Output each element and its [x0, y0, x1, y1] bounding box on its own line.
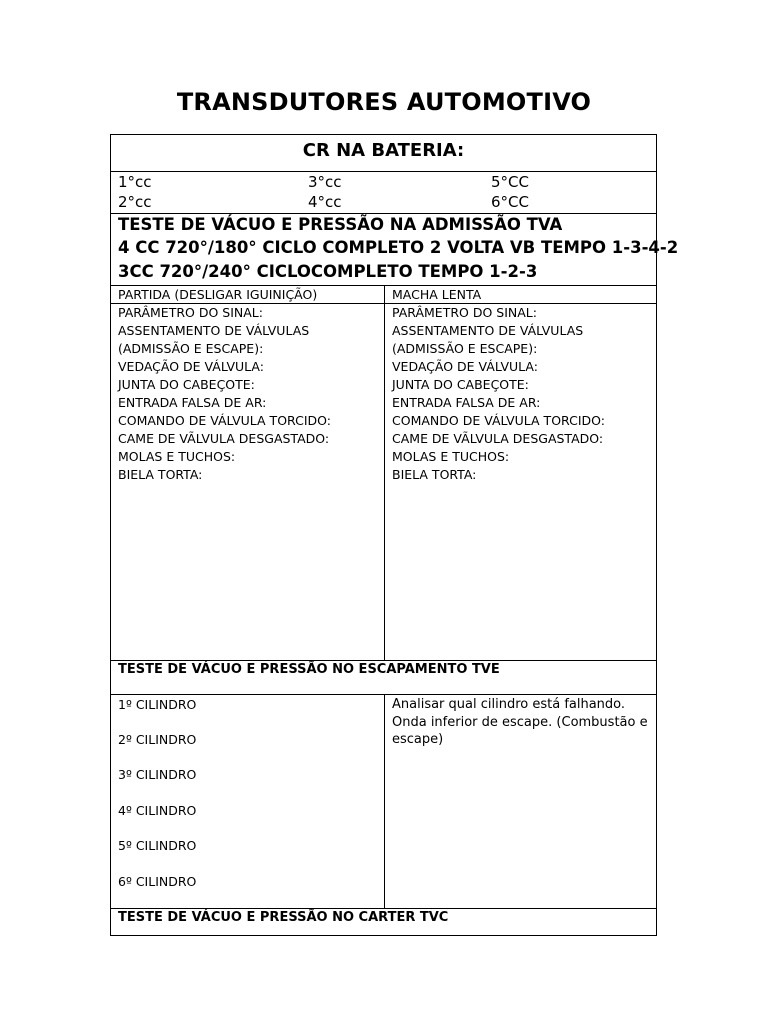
list-item: 2º CILINDRO [118, 732, 197, 747]
list-item: 5º CILINDRO [118, 838, 197, 853]
list-item: 1º CILINDRO [118, 697, 197, 712]
list-item: VEDAÇÃO DE VÁLVULA: [118, 359, 264, 374]
list-item: CAME DE VÃLVULA DESGASTADO: [392, 431, 604, 446]
list-item: ASSENTAMENTO DE VÁLVULAS [118, 323, 310, 338]
battery-cylinder-4: 4°cc [308, 193, 342, 211]
list-item: BIELA TORTA: [118, 467, 203, 482]
battery-cylinder-5: 5°CC [491, 173, 529, 191]
exhaust-cylinders-row [111, 695, 656, 909]
list-item: MOLAS E TUCHOS: [118, 449, 236, 464]
battery-cylinder-2: 2°cc [118, 193, 152, 211]
intake-columns-header-row [111, 286, 656, 304]
start-header-cell [111, 286, 384, 303]
intake-test-3cc: 3CC 720°/240° CICLOCOMPLETO TEMPO 1-2-3 [118, 262, 538, 281]
list-item: ENTRADA FALSA DE AR: [392, 395, 541, 410]
list-item: COMANDO DE VÁLVULA TORCIDO: [392, 413, 605, 428]
list-item: COMANDO DE VÁLVULA TORCIDO: [118, 413, 331, 428]
list-item: MOLAS E TUCHOS: [392, 449, 510, 464]
list-item: 4º CILINDRO [118, 803, 197, 818]
intake-test-heading: TESTE DE VÁCUO E PRESSÃO NA ADMISSÃO TVA [118, 215, 563, 234]
idle-header: MACHA LENTA [392, 287, 482, 302]
crankcase-test-heading: TESTE DE VÁCUO E PRESSÃO NO CARTER TVC [118, 910, 449, 925]
list-item: ASSENTAMENTO DE VÁLVULAS [392, 323, 584, 338]
start-parameters-cell [111, 304, 384, 660]
list-item: CAME DE VÃLVULA DESGASTADO: [118, 431, 330, 446]
intake-test-4cc: 4 CC 720°/180° CICLO COMPLETO 2 VOLTA VB TEMPO 1-3-4-2 [118, 238, 679, 257]
intake-test-row [111, 214, 679, 286]
exhaust-test-heading: TESTE DE VÁCUO E PRESSÃO NO ESCAPAMENTO TVE [118, 662, 500, 677]
battery-cylinder-6: 6°CC [491, 193, 529, 211]
battery-row [111, 135, 656, 172]
exhaust-note-cell [384, 695, 656, 908]
list-item: VEDAÇÃO DE VÁLVULA: [392, 359, 538, 374]
list-item: JUNTA DO CABEÇOTE: [392, 377, 529, 392]
exhaust-cylinders-cell [111, 695, 384, 908]
list-item: BIELA TORTA: [392, 467, 477, 482]
list-item: JUNTA DO CABEÇOTE: [118, 377, 255, 392]
transducer-form-table [110, 134, 679, 936]
exhaust-note: Analisar qual cilindro está falhando. Onda inferior de escape. (Combustão e escape) [392, 697, 648, 747]
crankcase-test-row [111, 909, 656, 935]
exhaust-test-row [111, 661, 656, 695]
battery-cylinder-1: 1°cc [118, 173, 152, 191]
document-title: TRANSDUTORES AUTOMOTIVO [176, 88, 592, 116]
battery-heading: CR NA BATERIA: [302, 140, 465, 161]
idle-parameters-cell [384, 304, 656, 660]
list-item: ENTRADA FALSA DE AR: [118, 395, 267, 410]
battery-cylinders-row [111, 172, 656, 214]
list-item: PARÂMETRO DO SINAL: [118, 305, 263, 320]
start-header: PARTIDA (DESLIGAR IGUINIÇÃO) [118, 287, 318, 302]
battery-cylinder-3: 3°cc [308, 173, 342, 191]
list-item: (ADMISSÃO E ESCAPE): [392, 341, 538, 356]
list-item: (ADMISSÃO E ESCAPE): [118, 341, 264, 356]
list-item: 3º CILINDRO [118, 767, 197, 782]
list-item: PARÂMETRO DO SINAL: [392, 305, 537, 320]
intake-parameters-row [111, 304, 656, 661]
list-item: 6º CILINDRO [118, 874, 197, 889]
idle-header-cell [384, 286, 656, 303]
